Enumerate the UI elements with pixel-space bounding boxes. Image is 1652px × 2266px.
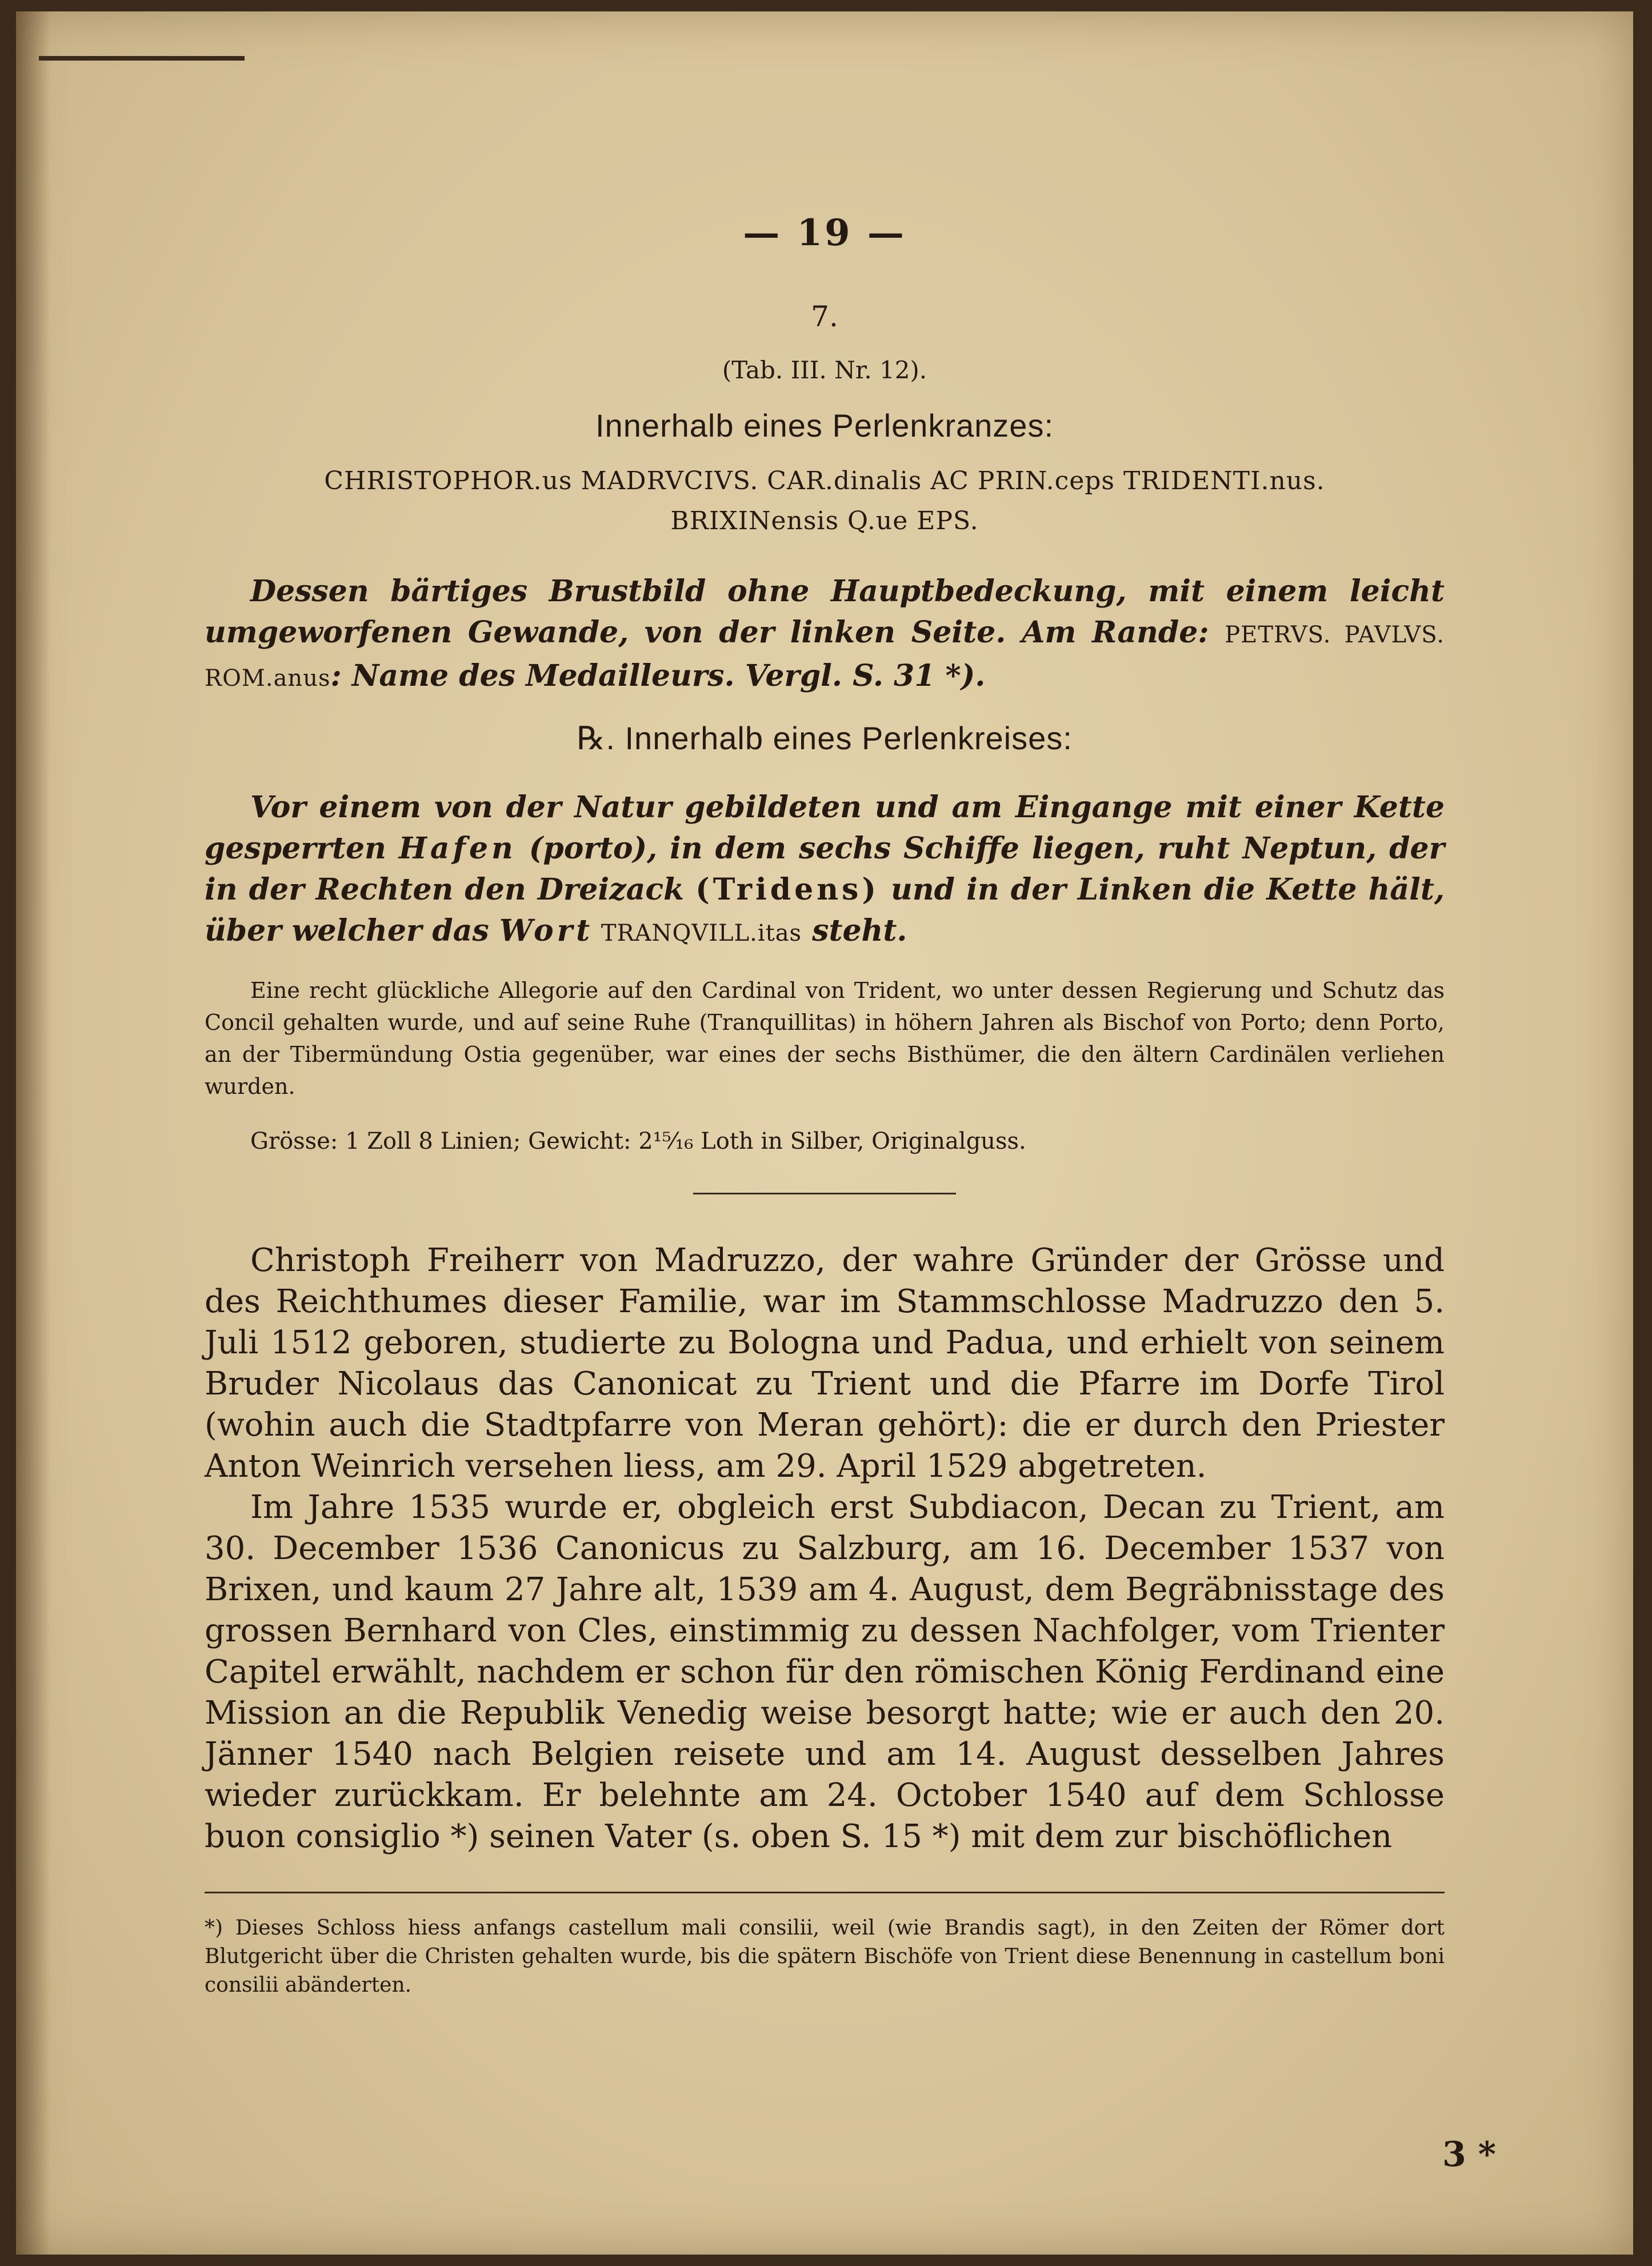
allegory-note: Eine recht glückliche Allegorie auf den Cardinal von Trident, wo unter dessen Regierung und Schutz das Concil gehalten wurde, und auf seine Ruhe (Tranquillitas) in höhern Jahren als Bischof von Porto; denn Porto, an der Tibermündung Ostia gegenüber, war eines der sechs Bisthümer, die den ältern Cardinälen verliehen wurden. bbox=[205, 978, 1445, 1099]
obverse-description bbox=[205, 571, 1445, 699]
reverse-heading: ℞. Innerhalb eines Perlenkreises: bbox=[577, 720, 1073, 756]
reverse-desc-text-a: Vor einem von der Natur gebildeten und am Eingange mit einer Kette gesperrten bbox=[205, 790, 1445, 866]
size-weight-line: Grösse: 1 Zoll 8 Linien; Gewicht: 2¹⁵⁄₁₆ Loth in Silber, Originalguss. bbox=[250, 1128, 1026, 1154]
obverse-heading: Innerhalb eines Perlenkranzes: bbox=[595, 407, 1054, 443]
signature-mark: 3 * bbox=[1442, 2135, 1496, 2175]
reverse-desc-text-c: und in der Linken die Kette hält, über welcher das bbox=[205, 872, 1445, 948]
footnote: *) Dieses Schloss hiess anfangs castellum mali consilii, weil (wie Brandis sagt), in den Zeiten der Römer dort Blutgericht über die Christen gehalten wurde, bis die spätern Bischöfe von Trient diese Benennung in castellum boni consilii abänderten. bbox=[205, 1916, 1445, 1997]
reverse-desc-tridens: (Tridens) bbox=[695, 872, 879, 907]
page-spine-shadow bbox=[16, 11, 50, 2255]
reverse-desc-inscription: TRANQVILL.itas bbox=[593, 920, 802, 946]
footnote-divider bbox=[205, 1892, 1445, 1893]
obverse-desc-text-a: Dessen bärtiges Brustbild ohne Hauptbedeckung, mit einem leicht umgeworfenen Gewande, von der linken Seite. Am Rande: bbox=[205, 574, 1445, 650]
reverse-desc-text-d: steht. bbox=[802, 913, 907, 948]
page-content bbox=[205, 211, 1445, 2020]
top-edge-mark bbox=[39, 56, 245, 61]
biography-paragraph-2: Im Jahre 1535 wurde er, obgleich erst Subdiacon, Decan zu Trient, am 30. December 1536 Canonicus zu Salzburg, am 16. December 1537 von Brixen, und kaum 27 Jahre alt, 1539 am 4. August, dem Begräbnisstage des grossen Bernhard von Cles, einstimmig zu dessen Nachfolger, vom Trienter Capitel erwählt, nachdem er schon für den römischen König Ferdinand eine Mission an die Republik Venedig weise besorgt hatte; wie er auch den 20. Jänner 1540 nach Belgien reisete und am 14. August desselben Jahres wieder zurückkam. Er belehnte am 24. October 1540 auf dem Schlosse buon consiglio *) seinen Vater (s. oben S. 15 *) mit dem zur bischöflichen bbox=[205, 1489, 1445, 1855]
page-number: — 19 — bbox=[743, 211, 906, 254]
legend-line-2: BRIXINensis Q.ue EPS. bbox=[670, 506, 979, 535]
obverse-desc-inscription: PETRVS. PAVLVS. ROM.anus bbox=[205, 622, 1445, 692]
reverse-description bbox=[205, 787, 1445, 954]
legend-inscription bbox=[205, 461, 1445, 541]
reverse-desc-hafen: Hafen bbox=[398, 831, 517, 866]
obverse-desc-text-b: : Name des Medailleurs. Vergl. S. 31 *). bbox=[330, 658, 986, 693]
entry-number: 7. bbox=[811, 300, 838, 333]
plate-reference: (Tab. III. Nr. 12). bbox=[722, 356, 927, 384]
section-divider bbox=[693, 1193, 956, 1194]
biography-paragraph-1: Christoph Freiherr von Madruzzo, der wahre Gründer der Grösse und des Reichthumes dieser Familie, war im Stammschlosse Madruzzo den 5. Juli 1512 geboren, studierte zu Bologna und Padua, und erhielt von seinem Bruder Nicolaus das Canonicat zu Trient und die Pfarre im Dorfe Tirol (wohin auch die Stadtpfarre von Meran gehört): die er durch den Priester Anton Weinrich versehen liess, am 29. April 1529 abgetreten. bbox=[205, 1242, 1445, 1485]
legend-line-1: CHRISTOPHOR.us MADRVCIVS. CAR.dinalis AC PRIN.ceps TRIDENTI.nus. bbox=[324, 466, 1325, 495]
reverse-desc-text-b: (porto), in dem sechs Schiffe liegen, ruht Neptun, der in der Rechten den Dreizack bbox=[205, 831, 1445, 907]
book-page bbox=[16, 11, 1633, 2255]
reverse-desc-wort: Wort bbox=[499, 913, 594, 948]
